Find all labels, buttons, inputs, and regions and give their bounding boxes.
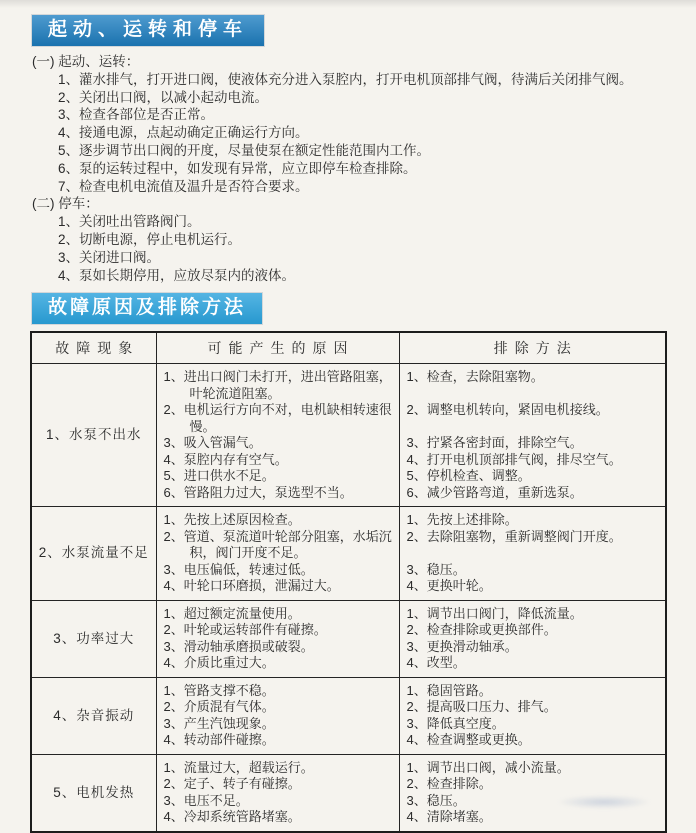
- procedure-step: 2、切断电源，停止电机运行。: [58, 231, 242, 247]
- fault-phenomenon: 2、水泵流量不足: [31, 507, 156, 601]
- group-items: [58, 71, 672, 196]
- table-header-row: [31, 332, 666, 364]
- procedure-group: [32, 195, 672, 284]
- procedure-step: 4、接通电源，点起动确定正确运行方向。: [58, 125, 309, 141]
- procedure-step: 2、关闭出口阀，以减小起动电流。: [58, 89, 269, 105]
- remedy-line: 4、改型。: [406, 655, 466, 671]
- section-title-start-run-stop: 起动、运转和停车: [32, 15, 264, 46]
- procedure-step: 7、检查电机电流值及温升是否符合要求。: [58, 178, 309, 194]
- fault-causes: [156, 507, 399, 601]
- procedure-step: 1、关闭吐出管路阀门。: [58, 214, 201, 230]
- cause-line: 4、叶轮口环磨损，泄漏过大。: [163, 578, 340, 594]
- procedure-step: 1、灌水排气，打开进口阀，使液体充分进入泵腔内，打开电机顶部排气阀，待满后关闭排气阀。: [58, 71, 633, 87]
- group-label: (二) 停车：: [32, 196, 99, 212]
- cause-line: 1、先按上述原因检查。: [163, 512, 301, 528]
- fault-remedies: [399, 364, 666, 507]
- procedure-step: 6、泵的运转过程中，如发现有异常，应立即停车检查排除。: [58, 160, 417, 176]
- remedy-line: 4、打开电机顶部排气阀，排尽空气。: [406, 451, 622, 467]
- cause-line: 1、流量过大，超载运行。: [163, 759, 314, 775]
- remedy-line: 2、去除阻塞物，重新调整阀门开度。: [406, 528, 622, 544]
- remedy-line: 5、停机检查、调整。: [406, 468, 531, 484]
- remedy-line: 4、检查调整或更换。: [406, 732, 531, 748]
- remedy-line: 2、提高吸口压力、排气。: [406, 699, 557, 715]
- col-header-remedy: 排除方法: [399, 332, 666, 364]
- fault-table: [30, 331, 667, 833]
- remedy-line: [407, 419, 660, 436]
- fault-causes: [156, 677, 399, 754]
- remedy-line: 3、更换滑动轴承。: [406, 638, 518, 654]
- section-title-troubleshooting: 故障原因及排除方法: [32, 293, 262, 324]
- cause-line: 1、超过额定流量使用。: [163, 605, 301, 621]
- table-row: [31, 507, 666, 601]
- remedy-line: 1、调节出口阀，减小流量。: [406, 759, 570, 775]
- fault-remedies: [399, 754, 666, 832]
- fault-phenomenon: 3、功率过大: [31, 600, 156, 677]
- fault-causes: [156, 600, 399, 677]
- group-items: [58, 213, 672, 284]
- cause-line: 4、介质比重过大。: [163, 655, 275, 671]
- cause-line: 3、电压不足。: [163, 792, 249, 808]
- fault-remedies: [399, 600, 666, 677]
- cause-line: 2、定子、转子有碰擦。: [163, 776, 301, 792]
- remedy-line: 2、检查排除。: [406, 776, 492, 792]
- cause-line: 4、转动部件碰擦。: [163, 732, 275, 748]
- remedy-line: 1、调节出口阀门，降低流量。: [406, 605, 583, 621]
- fault-phenomenon: 1、水泵不出水: [31, 364, 156, 507]
- cause-line: 6、管路阻力过大，泵选型不当。: [163, 484, 353, 500]
- remedy-line: 4、更换叶轮。: [406, 578, 492, 594]
- cause-line: 1、管路支撑不稳。: [163, 682, 275, 698]
- fault-phenomenon: 4、杂音振动: [31, 677, 156, 754]
- table-row: [31, 600, 666, 677]
- cause-line: 4、冷却系统管路堵塞。: [163, 809, 301, 825]
- cause-line: 1、进出口阀门未打开，进出管路阻塞，叶轮流道阻塞。: [163, 369, 392, 401]
- cause-line: 2、介质混有气体。: [163, 699, 275, 715]
- cause-line: 2、管道、泵流道叶轮部分阻塞，水垢沉积，阀门开度不足。: [163, 528, 392, 561]
- procedure-step: 4、泵如长期停用，应放尽泵内的液体。: [58, 267, 296, 283]
- remedy-line: [407, 545, 660, 562]
- fault-phenomenon: 5、电机发热: [31, 754, 156, 832]
- remedy-line: 1、先按上述排除。: [406, 512, 518, 528]
- remedy-line: 3、降低真空度。: [406, 715, 505, 731]
- cause-line: 2、叶轮或运转部件有碰擦。: [163, 622, 327, 638]
- fault-causes: [156, 754, 399, 832]
- procedure-step: 3、关闭进口阀。: [58, 249, 161, 265]
- group-label: (一) 起动、运转：: [32, 54, 140, 69]
- cause-line: 3、电压偏低，转速过低。: [163, 561, 314, 577]
- remedy-line: 4、清除堵塞。: [406, 809, 492, 825]
- remedy-line: 3、稳压。: [406, 561, 466, 577]
- procedure-group: [32, 53, 672, 195]
- fault-causes: [156, 364, 399, 507]
- procedure-groups: [32, 53, 672, 284]
- procedure-step: 5、逐步调节出口阀的开度，尽量使泵在额定性能范围内工作。: [58, 142, 431, 158]
- cause-line: 3、滑动轴承磨损或破裂。: [163, 638, 314, 654]
- remedy-line: 2、检查排除或更换部件。: [406, 622, 557, 638]
- cause-line: 3、产生汽蚀现象。: [163, 715, 275, 731]
- col-header-cause: 可能产生的原因: [156, 332, 399, 364]
- table-row: [31, 754, 666, 832]
- cause-line: 3、吸入管漏气。: [163, 435, 262, 451]
- cause-line: 5、进口供水不足。: [163, 468, 275, 484]
- cause-line: 4、泵腔内存有空气。: [163, 451, 288, 467]
- fault-table-body: [31, 364, 666, 832]
- remedy-line: 3、稳压。: [406, 792, 466, 808]
- cause-line: 2、电机运行方向不对，电机缺相转速很慢。: [163, 402, 392, 434]
- fault-remedies: [399, 507, 666, 601]
- remedy-line: 2、调整电机转向，紧固电机接线。: [406, 402, 609, 418]
- col-header-phenomenon: 故障现象: [31, 332, 156, 364]
- remedy-line: 6、减少管路弯道，重新选泵。: [406, 484, 583, 500]
- remedy-line: 1、稳固管路。: [406, 682, 492, 698]
- remedy-line: 3、拧紧各密封面，排除空气。: [406, 435, 583, 451]
- procedure-step: 3、检查各部位是否正常。: [58, 107, 215, 123]
- fault-remedies: [399, 677, 666, 754]
- remedy-line: 1、检查，去除阻塞物。: [406, 369, 544, 385]
- remedy-line: [407, 386, 660, 403]
- table-row: [31, 364, 666, 507]
- table-row: [31, 677, 666, 754]
